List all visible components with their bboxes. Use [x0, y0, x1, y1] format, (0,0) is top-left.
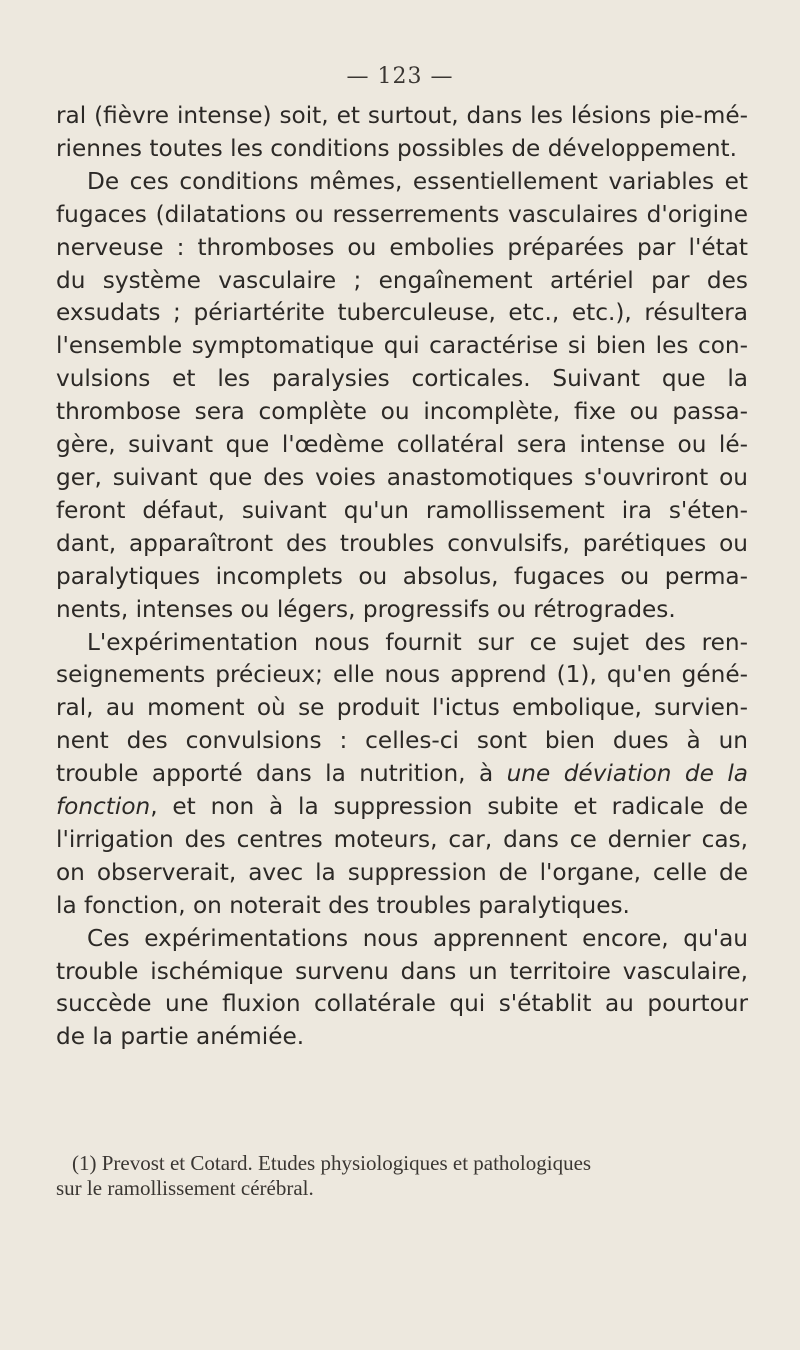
text-line: trouble ischémique survenu dans un territoire vasculaire, [56, 957, 748, 985]
text-line: ral, au moment où se produit l'ictus embolique, survien- [56, 694, 748, 722]
text-line: succède une fluxion collatérale qui s'établit au pourtour [56, 990, 748, 1018]
text-line: feront défaut, suivant qu'un ramollissement ira s'éten- [56, 496, 748, 524]
text-line: paralytiques incomplets ou absolus, fugaces ou perma- [56, 562, 748, 590]
text-line: thrombose sera complète ou incomplète, fixe ou passa- [56, 398, 748, 426]
text-line: nent des convulsions : celles-ci sont bien dues à un [56, 727, 748, 755]
text-line-with-italic [56, 791, 748, 824]
page-number: — 123 — [346, 64, 454, 89]
body-text [56, 100, 748, 1054]
footnote [56, 1151, 696, 1201]
text-line: nents, intenses ou légers, progressifs ou rétrogrades. [56, 595, 676, 623]
italic-phrase: fonction [56, 793, 151, 821]
text-run: trouble apporté dans la nutrition, à [56, 760, 507, 788]
text-line: l'ensemble symptomatique qui caractérise si bien les con- [56, 332, 748, 360]
text-line: dant, apparaîtront des troubles convulsifs, parétiques ou [56, 529, 748, 557]
text-line: seignements précieux; elle nous apprend (1), qu'en géné- [56, 661, 748, 689]
text-line: exsudats ; périartérite tuberculeuse, etc., etc.), résultera [56, 299, 748, 327]
text-line: fugaces (dilatations ou resserrements vasculaires d'origine [56, 200, 748, 228]
text-line: gère, suivant que l'œdème collatéral sera intense ou lé- [56, 431, 748, 459]
text-line: ral (fièvre intense) soit, et surtout, dans les lésions pie-mé- [56, 102, 748, 129]
text-line: ger, suivant que des voies anastomotiques s'ouvriront ou [56, 463, 748, 491]
text-line: on observerait, avec la suppression de l'organe, celle de [56, 858, 748, 886]
text-line: riennes toutes les conditions possibles de développement. [56, 134, 738, 162]
footnote-line: (1) Prevost et Cotard. Etudes physiologiques et pathologiques [72, 1151, 592, 1175]
text-line: du système vasculaire ; engaînement artériel par des [56, 266, 748, 294]
text-line: Ces expérimentations nous apprennent encore, qu'au [87, 924, 748, 952]
text-line-with-italic [56, 758, 748, 791]
footnote-line: sur le ramollissement cérébral. [56, 1176, 314, 1200]
text-run: , et non à la suppression subite et radicale de [150, 793, 748, 821]
text-line: De ces conditions mêmes, essentiellement variables et [87, 167, 748, 195]
text-line: l'irrigation des centres moteurs, car, dans ce dernier cas, [56, 825, 748, 853]
text-line: vulsions et les paralysies corticales. Suivant que la [56, 365, 748, 393]
text-line: la fonction, on noterait des troubles paralytiques. [56, 891, 630, 919]
text-line: L'expérimentation nous fournit sur ce sujet des ren- [87, 628, 748, 656]
text-line: de la partie anémiée. [56, 1023, 305, 1051]
italic-phrase: une déviation de la [506, 760, 748, 788]
text-line: nerveuse : thromboses ou embolies préparées par l'état [56, 233, 748, 261]
